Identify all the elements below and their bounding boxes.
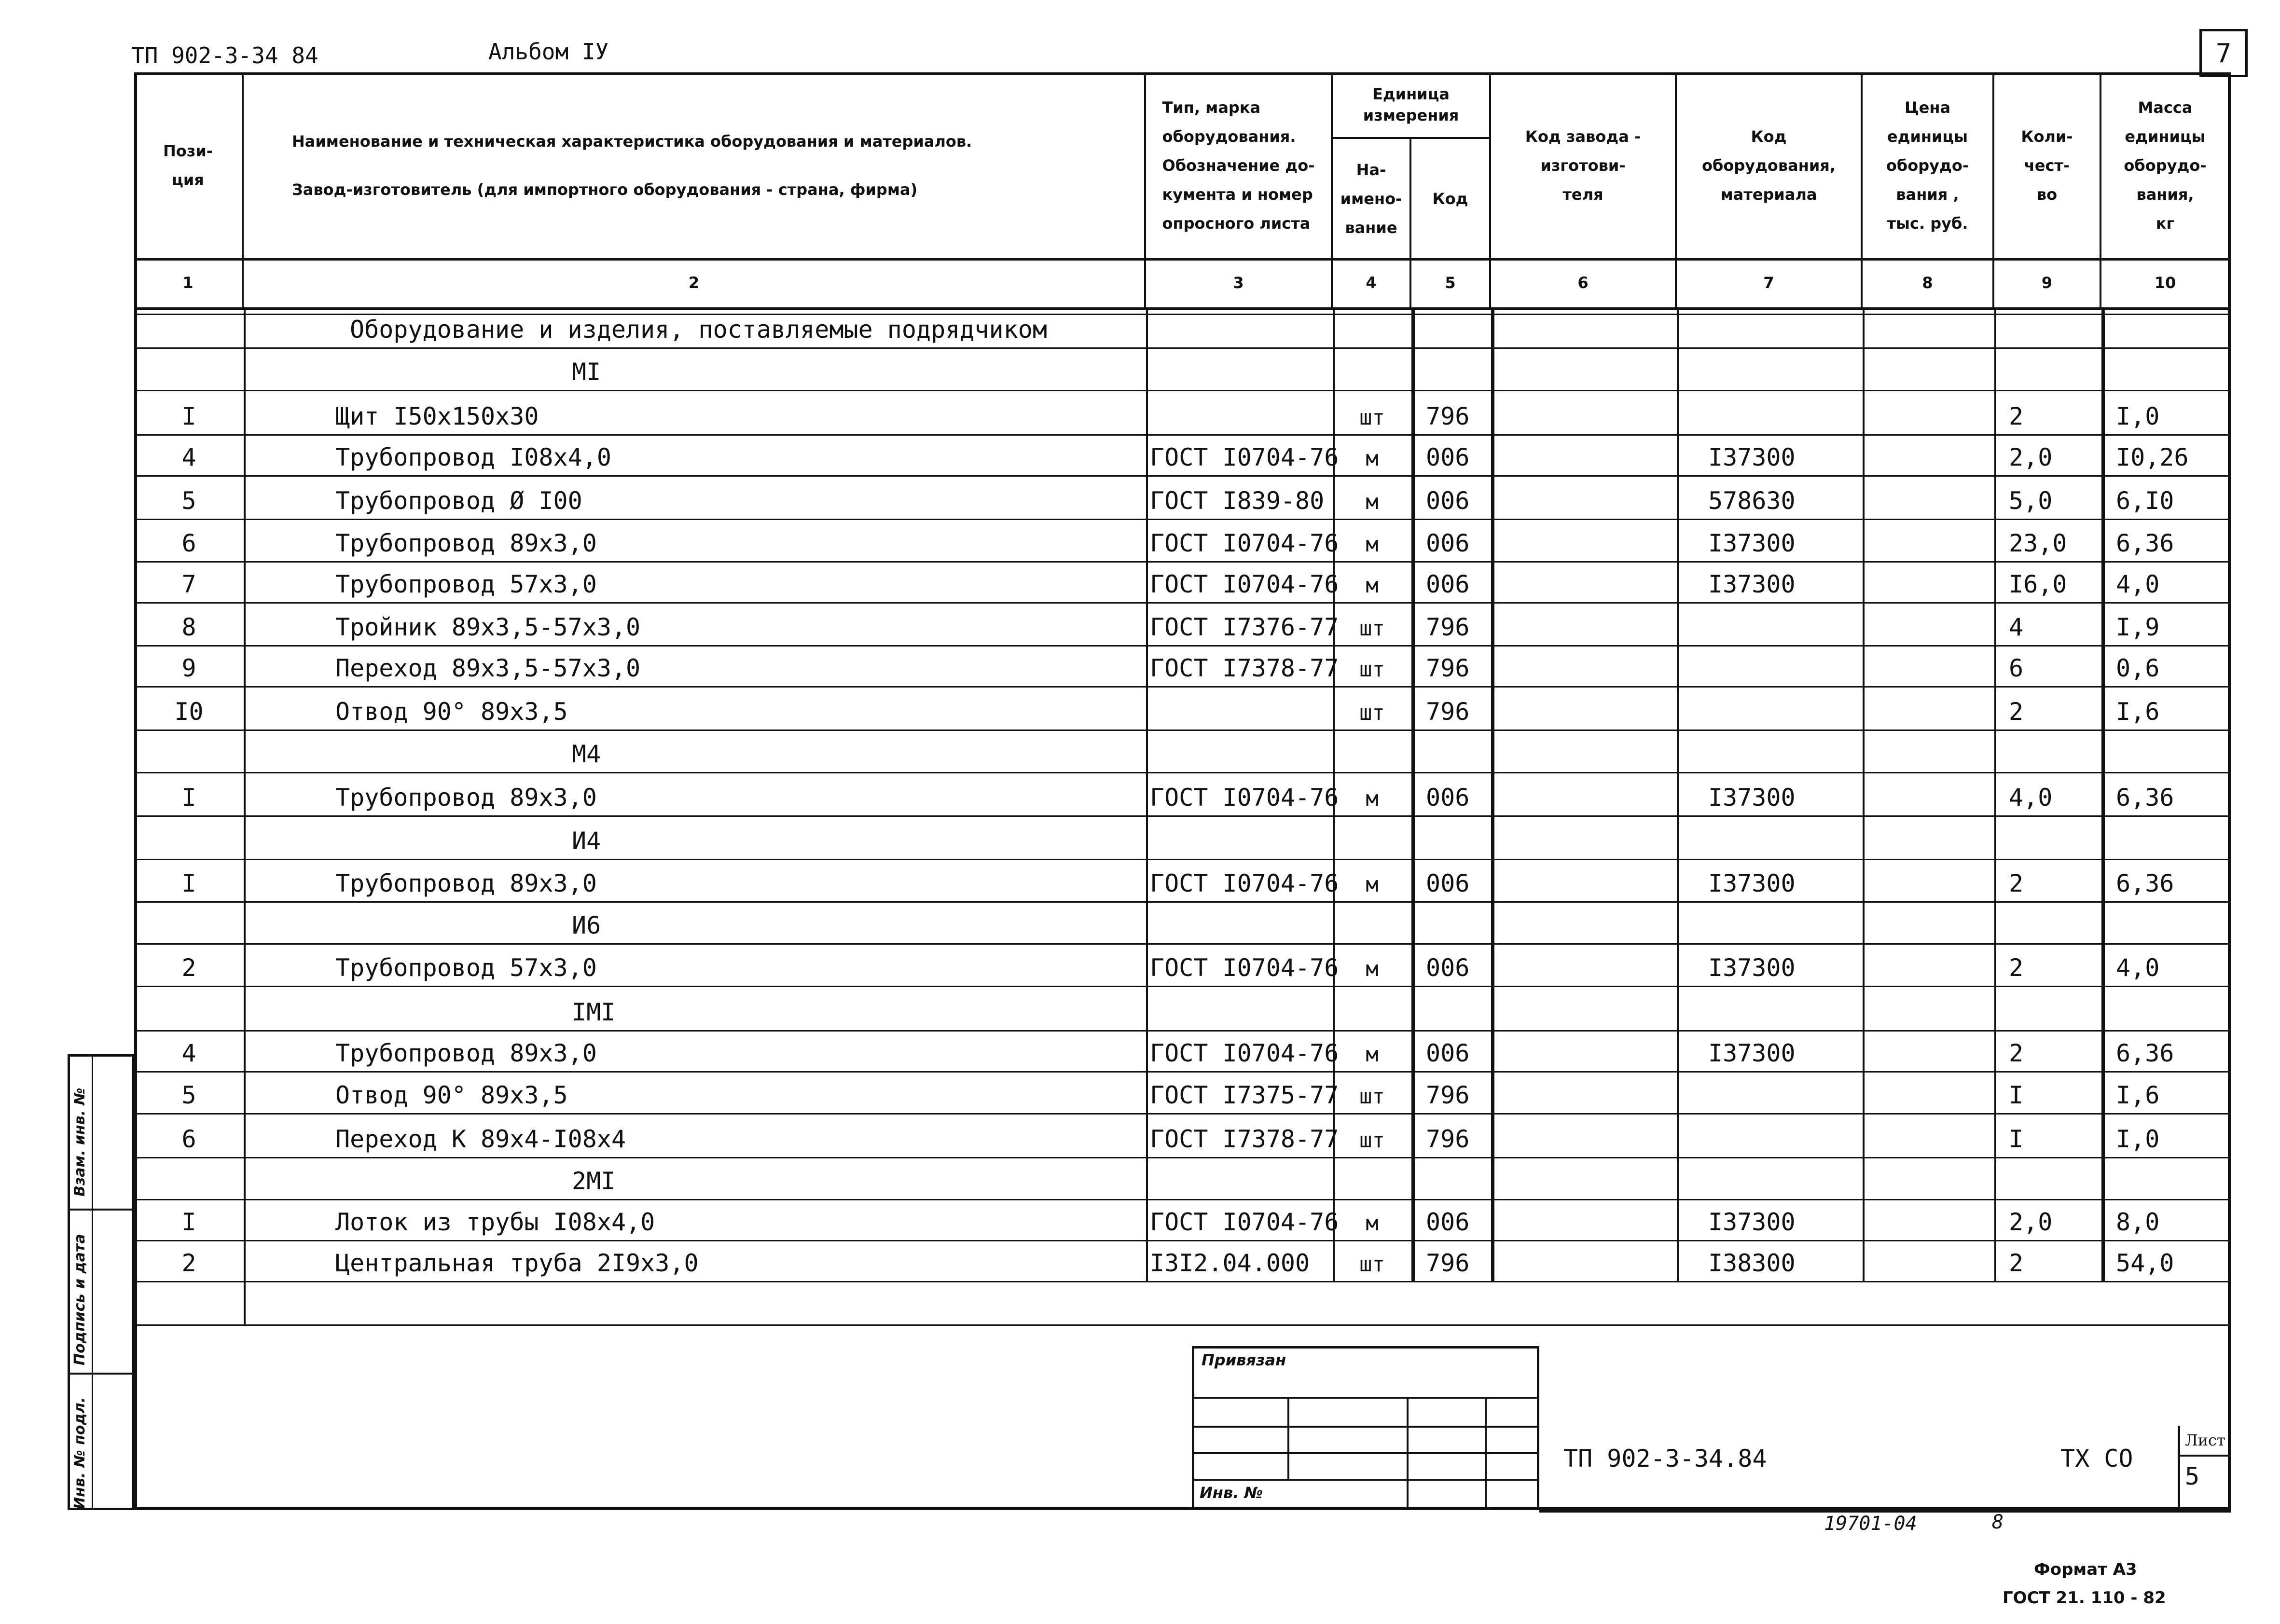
row-line — [134, 602, 2231, 604]
stamp-line — [1192, 1397, 1539, 1399]
row-unit-code: 796 — [1426, 613, 1470, 641]
header-text: Масса — [2138, 98, 2193, 117]
title-code: ТП 902-3-34.84 — [1563, 1445, 1767, 1473]
row-unit-code: 796 — [1426, 402, 1470, 430]
row-qty: 2 — [2009, 1249, 2024, 1277]
row-line — [134, 1030, 2231, 1032]
stamp-line — [1407, 1397, 1409, 1510]
row-code: I37300 — [1708, 784, 1796, 812]
header-text: ция — [172, 170, 204, 189]
row-qty: 2,0 — [2009, 1208, 2053, 1236]
section-heading: Оборудование и изделия, поставляемые подрядчиком — [350, 316, 1047, 344]
row-line — [134, 686, 2231, 688]
row-unit-code: 006 — [1426, 443, 1470, 471]
row-qty: 2,0 — [2009, 443, 2053, 471]
row-qty: 2 — [2009, 954, 2024, 982]
row-unit-code: 796 — [1426, 1249, 1470, 1277]
column-line — [1411, 307, 1415, 1281]
row-unit: шт — [1359, 1084, 1385, 1109]
row-doc: ГОСТ I7376-77 — [1150, 613, 1339, 641]
column-line — [1994, 307, 1996, 1281]
row-name: Отвод 90° 89x3,5 — [335, 1081, 568, 1109]
column-header-type-mark — [1146, 72, 1333, 258]
stamp-line — [1287, 1397, 1289, 1479]
row-doc: ГОСТ I7375-77 — [1150, 1081, 1339, 1109]
row-pos: I — [181, 784, 196, 812]
row-unit: м — [1366, 872, 1379, 897]
header-text: единицы — [2125, 127, 2206, 146]
row-line — [134, 986, 2231, 987]
row-name: Трубопровод 57x3,0 — [335, 954, 597, 982]
stamp-line — [1192, 1452, 1539, 1454]
row-unit: шт — [1359, 657, 1385, 682]
column-header-unit-mass — [2101, 72, 2231, 258]
column-number: 2 — [244, 258, 1146, 307]
album-label: Альбом IУ — [488, 39, 609, 65]
row-line — [134, 901, 2231, 903]
header-text: вания, — [2136, 185, 2194, 204]
column-header-unit-group — [1333, 72, 1491, 139]
archive-sheet: 8 — [1992, 1511, 2004, 1533]
row-unit-code: 006 — [1426, 869, 1470, 897]
row-mass: 6,36 — [2116, 1039, 2174, 1067]
row-qty: 6 — [2009, 654, 2024, 682]
row-pos: I — [181, 1208, 196, 1236]
document-mark: ТХ СО — [2060, 1445, 2133, 1473]
row-mass: 54,0 — [2116, 1249, 2174, 1277]
row-doc: ГОСТ I0704-76 — [1150, 529, 1339, 557]
row-pos: 9 — [181, 654, 196, 682]
row-qty: I — [2009, 1081, 2024, 1109]
header-text: Цена — [1904, 98, 1951, 117]
header-text: Код завода - — [1525, 127, 1641, 146]
bound-label: Привязан — [1202, 1351, 1286, 1369]
row-mass: I,6 — [2116, 698, 2160, 726]
side-label-inv-podl: Инв. № подл. — [71, 1397, 88, 1509]
side-label-signature-date: Подпись и дата — [71, 1234, 88, 1365]
column-line — [1146, 307, 1148, 1281]
header-text: Коли- — [2021, 127, 2073, 146]
column-number: 8 — [1863, 258, 1994, 307]
archive-number: 19701-04 — [1824, 1513, 1917, 1535]
column-line — [244, 307, 246, 1281]
row-doc: ГОСТ I839-80 — [1150, 487, 1325, 515]
row-code: I37300 — [1708, 869, 1796, 897]
header-text: чест- — [2024, 156, 2070, 175]
row-pos: 4 — [181, 443, 196, 471]
row-doc: ГОСТ I7378-77 — [1150, 1125, 1339, 1153]
row-unit-code: 796 — [1426, 1081, 1470, 1109]
row-name: Трубопровод 89x3,0 — [335, 529, 597, 557]
row-mass: I,9 — [2116, 613, 2160, 641]
page-number: 7 — [2199, 29, 2248, 77]
header-text: Единица — [1372, 85, 1450, 103]
row-name: Щит I50x150x30 — [335, 402, 539, 430]
row-unit: шт — [1359, 1252, 1385, 1277]
row-name: Трубопровод 89x3,0 — [335, 869, 597, 897]
row-mass: I,0 — [2116, 1125, 2160, 1153]
header-text: вание — [1345, 218, 1397, 237]
header-text: кумента и номер — [1162, 185, 1313, 204]
row-pos: I — [181, 402, 196, 430]
row-line — [134, 1157, 2231, 1158]
row-pos: 4 — [181, 1039, 196, 1067]
header-text: вания , — [1896, 185, 1959, 204]
row-name: Трубопровод I08x4,0 — [335, 443, 611, 471]
header-text: Тип, марка — [1162, 98, 1261, 117]
header-text: Код — [1432, 189, 1468, 208]
header-text: во — [2036, 185, 2058, 204]
row-code: I37300 — [1708, 529, 1796, 557]
row-pos: 5 — [181, 1081, 196, 1109]
header-text: измерения — [1363, 106, 1459, 124]
row-name: Лоток из трубы I08x4,0 — [335, 1208, 655, 1236]
row-line — [134, 772, 2231, 773]
row-doc: ГОСТ I0704-76 — [1150, 784, 1339, 812]
format-label: Формат А3 — [2034, 1560, 2137, 1579]
stamp-line — [1485, 1397, 1487, 1510]
header-text: Код — [1751, 127, 1787, 146]
header-text: оборудования. — [1162, 127, 1296, 146]
row-name: Трубопровод Ø I00 — [335, 487, 582, 515]
row-qty: 4 — [2009, 613, 2024, 641]
stamp-line — [1192, 1479, 1539, 1481]
row-pos: 5 — [181, 487, 196, 515]
row-pos: 7 — [181, 570, 196, 598]
column-line — [244, 1281, 246, 1324]
row-mass: 8,0 — [2116, 1208, 2160, 1236]
header-text: Наименование и техническая характеристика оборудования и материалов. — [292, 132, 972, 151]
header-text: Завод-изготовитель (для импортного оборудования - страна, фирма) — [292, 180, 918, 199]
row-doc: ГОСТ I0704-76 — [1150, 443, 1339, 471]
row-mass: 4,0 — [2116, 570, 2160, 598]
row-qty: 2 — [2009, 869, 2024, 897]
column-header-name-spec — [244, 72, 1146, 258]
row-pos: 6 — [181, 529, 196, 557]
row-line — [134, 645, 2231, 647]
row-unit-code: 006 — [1426, 954, 1470, 982]
section-heading: MI — [572, 358, 601, 386]
column-number: 10 — [2101, 258, 2231, 307]
section-heading: 2MI — [572, 1167, 616, 1195]
row-unit: шт — [1359, 405, 1385, 430]
header-text: тыс. руб. — [1887, 214, 1968, 233]
row-line — [134, 815, 2231, 817]
row-unit: шт — [1359, 1128, 1385, 1153]
row-mass: 4,0 — [2116, 954, 2160, 982]
row-pos: 6 — [181, 1125, 196, 1153]
column-number: 5 — [1411, 258, 1491, 307]
side-divider — [68, 1209, 134, 1211]
row-name: Трубопровод 89x3,0 — [335, 1039, 597, 1067]
row-unit: м — [1366, 446, 1379, 471]
column-line — [1677, 307, 1679, 1281]
column-header-unit-price — [1863, 72, 1994, 258]
column-number: 6 — [1491, 258, 1677, 307]
side-divider — [68, 1373, 134, 1375]
column-line — [1863, 307, 1865, 1281]
row-unit: м — [1366, 490, 1379, 514]
gost-label: ГОСТ 21. 110 - 82 — [2003, 1588, 2166, 1608]
row-code: I38300 — [1708, 1249, 1796, 1277]
inventory-label: Инв. № — [1200, 1484, 1263, 1502]
row-mass: I,0 — [2116, 402, 2160, 430]
row-mass: 6,36 — [2116, 869, 2174, 897]
row-mass: 6,I0 — [2116, 487, 2174, 515]
row-unit: м — [1366, 573, 1379, 598]
header-text: оборудования, — [1702, 156, 1836, 175]
row-qty: 2 — [2009, 698, 2024, 726]
header-text: оборудо- — [2124, 156, 2207, 175]
row-doc: ГОСТ I0704-76 — [1150, 954, 1339, 982]
side-divider — [92, 1054, 93, 1510]
column-line — [2101, 307, 2105, 1281]
row-code: I37300 — [1708, 1039, 1796, 1067]
section-heading: И4 — [572, 827, 601, 855]
column-header-position — [134, 72, 244, 258]
row-doc: ГОСТ I7378-77 — [1150, 654, 1339, 682]
row-doc: ГОСТ I0704-76 — [1150, 869, 1339, 897]
row-unit-code: 796 — [1426, 1125, 1470, 1153]
row-code: I37300 — [1708, 570, 1796, 598]
number-row-divider — [134, 307, 2231, 310]
row-unit-code: 006 — [1426, 487, 1470, 515]
row-qty: I6,0 — [2009, 570, 2067, 598]
row-unit-code: 006 — [1426, 1039, 1470, 1067]
column-header-unit-code — [1411, 139, 1491, 258]
sheet-divider — [2178, 1455, 2231, 1457]
header-text: материала — [1720, 185, 1817, 204]
column-number: 9 — [1994, 258, 2101, 307]
row-pos: I — [181, 869, 196, 897]
row-line — [134, 1199, 2231, 1200]
row-name: Переход К 89x4-I08x4 — [335, 1125, 626, 1153]
column-number: 4 — [1333, 258, 1411, 307]
row-line — [134, 519, 2231, 520]
section-heading: И6 — [572, 911, 601, 939]
row-unit: м — [1366, 1211, 1379, 1236]
row-qty: I — [2009, 1125, 2024, 1153]
row-unit-code: 006 — [1426, 570, 1470, 598]
row-line — [134, 475, 2231, 477]
row-doc: I3I2.04.000 — [1150, 1249, 1310, 1277]
row-mass: 6,36 — [2116, 529, 2174, 557]
column-header-manufacturer-code — [1491, 72, 1677, 258]
row-unit-code: 006 — [1426, 1208, 1470, 1236]
side-label-replacement-inv: Взам. инв. № — [71, 1087, 88, 1197]
sheet-number: 5 — [2185, 1462, 2200, 1490]
row-qty: 4,0 — [2009, 784, 2053, 812]
row-pos: 2 — [181, 954, 196, 982]
header-text: Обозначение до- — [1162, 156, 1315, 175]
row-line — [134, 434, 2231, 436]
sheet-label: Лист — [2185, 1431, 2225, 1449]
header-text: изготови- — [1540, 156, 1626, 175]
row-qty: 2 — [2009, 1039, 2024, 1067]
row-qty: 5,0 — [2009, 487, 2053, 515]
row-unit: м — [1366, 786, 1379, 811]
row-unit-code: 006 — [1426, 529, 1470, 557]
row-doc: ГОСТ I0704-76 — [1150, 1039, 1339, 1067]
row-line — [134, 1281, 2231, 1282]
row-unit: м — [1366, 957, 1379, 981]
row-unit-code: 796 — [1426, 654, 1470, 682]
row-name: Трубопровод 57x3,0 — [335, 570, 597, 598]
row-line — [134, 1324, 2231, 1326]
row-qty: 2 — [2009, 402, 2024, 430]
row-line — [134, 390, 2231, 391]
row-name: Центральная труба 2I9x3,0 — [335, 1249, 699, 1277]
row-code: I37300 — [1708, 1208, 1796, 1236]
column-header-quantity — [1994, 72, 2101, 258]
column-header-equipment-code — [1677, 72, 1863, 258]
row-line — [134, 859, 2231, 860]
row-doc: ГОСТ I0704-76 — [1150, 1208, 1339, 1236]
document-code: ТП 902-3-34 84 — [131, 42, 318, 69]
row-unit-code: 796 — [1426, 698, 1470, 726]
section-heading: M4 — [572, 740, 601, 768]
row-mass: 6,36 — [2116, 784, 2174, 812]
row-line — [134, 347, 2231, 349]
header-text: На- — [1356, 160, 1386, 179]
row-unit: шт — [1359, 616, 1385, 641]
row-pos: I0 — [174, 698, 204, 726]
column-number: 7 — [1677, 258, 1863, 307]
row-unit-code: 006 — [1426, 784, 1470, 812]
header-text: оборудо- — [1886, 156, 1969, 175]
row-pos: 8 — [181, 613, 196, 641]
row-line — [134, 1113, 2231, 1115]
row-name: Тройник 89x3,5-57x3,0 — [335, 613, 641, 641]
stamp-line — [1192, 1426, 1539, 1428]
header-text: опросного листа — [1162, 214, 1311, 233]
row-name: Отвод 90° 89x3,5 — [335, 698, 568, 726]
row-line — [134, 1071, 2231, 1073]
row-line — [134, 729, 2231, 731]
row-line — [134, 1240, 2231, 1241]
row-unit: м — [1366, 1042, 1379, 1067]
row-code: 578630 — [1708, 487, 1796, 515]
row-mass: I,6 — [2116, 1081, 2160, 1109]
row-qty: 23,0 — [2009, 529, 2067, 557]
header-text: имено- — [1340, 189, 1402, 208]
row-line — [134, 314, 2231, 315]
column-number: 3 — [1146, 258, 1333, 307]
column-number: 1 — [134, 258, 244, 307]
column-line — [1491, 307, 1494, 1281]
row-unit: м — [1366, 532, 1379, 557]
row-code: I37300 — [1708, 954, 1796, 982]
row-line — [134, 561, 2231, 563]
column-header-unit-name — [1333, 139, 1411, 258]
section-heading: IMI — [572, 998, 616, 1026]
row-unit: шт — [1359, 701, 1385, 725]
header-text: Пози- — [163, 141, 213, 160]
row-name: Переход 89x3,5-57x3,0 — [335, 654, 641, 682]
row-doc: ГОСТ I0704-76 — [1150, 570, 1339, 598]
row-code: I37300 — [1708, 443, 1796, 471]
row-line — [134, 943, 2231, 945]
header-text: кг — [2156, 214, 2175, 233]
row-mass: I0,26 — [2116, 443, 2189, 471]
row-pos: 2 — [181, 1249, 196, 1277]
header-text: единицы — [1887, 127, 1968, 146]
row-mass: 0,6 — [2116, 654, 2160, 682]
row-name: Трубопровод 89x3,0 — [335, 784, 597, 812]
header-text: теля — [1562, 185, 1603, 204]
